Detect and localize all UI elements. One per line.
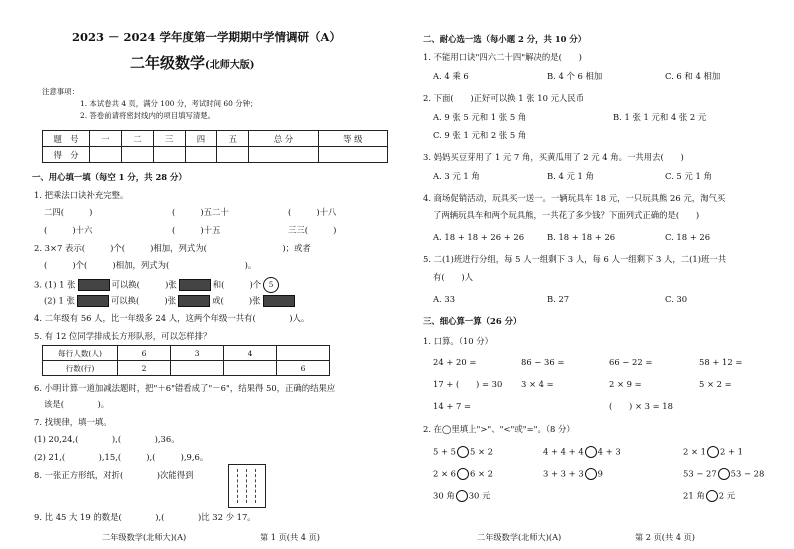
rect-cell[interactable] (277, 346, 330, 361)
q3-text: 3. (1) 1 张 (34, 279, 76, 290)
oral-calc-item[interactable]: 14 + 7 = (433, 401, 472, 411)
footer-page: 第 1 页(共 4 页) (260, 532, 320, 542)
oral-calc-item[interactable]: 86 − 36 = (521, 357, 565, 367)
compare-item (543, 468, 603, 480)
mc2-option-b[interactable]: B. 1 张 1 元和 4 张 2 元 (613, 112, 707, 122)
score-header-cell: 题 号 (43, 131, 90, 147)
rect-cell[interactable] (224, 361, 277, 376)
compare-left: 3 + 3 + 3 (543, 468, 584, 479)
compare-item (433, 468, 493, 480)
compare-right: 2 元 (718, 490, 736, 501)
question-9[interactable]: 9. 比 45 大 19 的数是( ),( )比 32 少 17。 (34, 512, 256, 522)
oral-calc-item[interactable]: 2 × 9 = (609, 379, 642, 389)
fold-line (255, 469, 256, 503)
compare-left: 53 − 27 (683, 468, 717, 479)
score-row-label: 得 分 (43, 147, 90, 163)
compare-left: 2 × 1 (683, 446, 706, 457)
mc-question-5: 5. 二(1)班进行分组，每 5 人一组剩下 3 人，每 6 人一组剩下 3 人，二(1)班一共 (423, 254, 727, 264)
compare-circle[interactable] (457, 446, 469, 458)
score-table-header (43, 131, 388, 147)
compare-item (683, 446, 743, 458)
compare-right: 30 元 (468, 490, 491, 501)
oral-calc-item[interactable]: 58 + 12 = (699, 357, 743, 367)
footer-title: 二年级数学(北师大)(A) (102, 532, 187, 542)
compare-heading: 2. 在◯里填上">"、"<"或"="。（8 分） (423, 424, 575, 434)
mc5-option-c[interactable]: C. 30 (665, 294, 688, 304)
rect-cell: 6 (277, 361, 330, 376)
question-2-cont[interactable]: ( )个( )相加，列式为( )。 (44, 260, 257, 270)
oral-calc-item[interactable]: 24 + 20 = (433, 357, 477, 367)
mc5-option-b[interactable]: B. 27 (547, 294, 570, 304)
mc3-option-b[interactable]: B. 4 元 1 角 (547, 171, 594, 181)
banknote-icon (77, 295, 109, 307)
banknote-icon (263, 295, 295, 307)
banknote-icon (78, 279, 110, 291)
oral-calc-item[interactable]: 3 × 4 = (521, 379, 554, 389)
question-3-1 (34, 277, 281, 293)
compare-circle[interactable] (585, 468, 597, 480)
fold-line (246, 469, 247, 503)
score-cell[interactable] (153, 147, 185, 163)
mc-question-2[interactable]: 2. 下面( )正好可以换 1 张 10 元人民币 (423, 93, 585, 103)
question-6-cont[interactable]: 该是( )。 (44, 399, 110, 409)
mc4-option-a[interactable]: A. 18 + 18 + 26 + 26 (433, 232, 525, 242)
oral-calc-item[interactable]: 17 + ( ) = 30 (433, 379, 503, 389)
compare-right: 2 + 1 (720, 446, 743, 457)
score-header-cell: 一 (90, 131, 122, 147)
question-8[interactable]: 8. 一张正方形纸，对折( )次能得到 (34, 470, 194, 480)
q3-text[interactable]: 和( )个 (212, 279, 262, 290)
banknote-icon (179, 279, 211, 291)
question-6: 6. 小明计算一道加减法题时，把"＋6"错看成了"－6"，结果得 50，正确的结果应 (34, 383, 336, 393)
compare-circle[interactable] (585, 446, 597, 458)
q1-cell[interactable]: 二四( ) (44, 207, 93, 217)
mc4-option-b[interactable]: B. 18 + 18 + 26 (547, 232, 616, 242)
rect-row-label: 每行人数(人) (43, 346, 118, 361)
edition-label: (北师大版) (205, 60, 255, 71)
rect-cell: 6 (118, 346, 171, 361)
rect-cell: 4 (224, 346, 277, 361)
score-cell[interactable] (318, 147, 387, 163)
rect-row (43, 361, 330, 376)
compare-right: 4 + 3 (597, 446, 621, 457)
score-cell[interactable] (185, 147, 217, 163)
score-header-cell: 总 分 (249, 131, 318, 147)
section-2-heading: 二、耐心选一选（每小题 2 分，共 10 分） (423, 34, 587, 44)
compare-right: 5 × 2 (470, 446, 493, 457)
fold-line (237, 469, 238, 503)
rect-cell: 3 (171, 346, 224, 361)
compare-left: 30 角 (433, 490, 455, 501)
oral-calc-item[interactable]: ( ) × 3 = 18 (609, 401, 673, 411)
rect-cell[interactable] (171, 361, 224, 376)
q3-text: (2) 1 张 (44, 295, 75, 306)
rect-row (43, 346, 330, 361)
exam-title: 2023 － 2024 学年度第一学期期中学情调研（A） (72, 30, 341, 44)
compare-circle[interactable] (456, 490, 468, 502)
q3-text[interactable]: 可以换( )张 (111, 279, 177, 290)
compare-item (543, 446, 621, 458)
banknote-icon (178, 295, 210, 307)
score-header-cell: 二 (121, 131, 153, 147)
compare-item (683, 490, 735, 502)
rect-row-label: 行数(行) (43, 361, 118, 376)
score-cell[interactable] (249, 147, 318, 163)
note-item: 2. 答卷前请将密封线内的项目填写清楚。 (80, 111, 216, 120)
q1-cell[interactable]: ( )十五 (172, 225, 221, 235)
notes-label: 注意事项： (42, 87, 79, 96)
q1-cell[interactable]: ( )五二十 (172, 207, 229, 217)
mc1-option-a[interactable]: A. 4 乘 6 (433, 71, 469, 81)
folded-paper-figure (228, 464, 266, 508)
mc-question-5-cont[interactable]: 有( )人 (433, 272, 474, 282)
note-item: 1. 本试卷共 4 页，满分 100 分，考试时间 60 分钟； (80, 99, 258, 108)
mc-question-4: 4. 商场促销活动，玩具买一送一。一辆玩具车 18 元，一只玩具熊 26 元，淘气买 (423, 193, 726, 203)
q1-cell[interactable]: 三三( ) (288, 225, 337, 235)
score-cell[interactable] (90, 147, 122, 163)
compare-circle[interactable] (706, 490, 718, 502)
question-7-1[interactable]: (1) 20,24,( ),( ),36。 (34, 434, 180, 444)
footer-page: 第 2 页(共 4 页) (635, 532, 695, 542)
score-table-row (43, 147, 388, 163)
compare-left: 2 × 6 (433, 468, 456, 479)
compare-right: 9 (597, 468, 604, 479)
compare-circle[interactable] (457, 468, 469, 480)
footer-title: 二年级数学(北师大)(A) (477, 532, 562, 542)
score-cell[interactable] (121, 147, 153, 163)
mc3-option-a[interactable]: A. 3 元 1 角 (433, 171, 480, 181)
compare-left: 4 + 4 + 4 (543, 446, 584, 457)
rectangle-table (42, 345, 330, 376)
score-header-cell: 四 (185, 131, 217, 147)
compare-item (433, 490, 490, 502)
compare-circle[interactable] (707, 446, 719, 458)
mc2-option-c[interactable]: C. 9 张 1 元和 2 张 5 角 (433, 130, 527, 140)
question-2[interactable]: 2. 3×7 表示( )个( )相加，列式为( )；或者 (34, 243, 311, 253)
question-3-2 (44, 295, 297, 307)
page-2 (397, 0, 794, 549)
mc1-option-b[interactable]: B. 4 个 6 相加 (547, 71, 603, 81)
mc-question-4-cont[interactable]: 了两辆玩具车和两个玩具熊，一共花了多少钱？下面列式正确的是( ) (433, 210, 700, 220)
score-header-cell: 等 级 (318, 131, 387, 147)
q1-cell[interactable]: ( )十六 (44, 225, 93, 235)
compare-item (683, 468, 764, 480)
exam-subtitle (130, 54, 255, 72)
mc-question-3[interactable]: 3. 妈妈买豆芽用了 1 元 7 角，买黄瓜用了 2 元 4 角。一共用去( ) (423, 152, 684, 162)
question-4[interactable]: 4. 二年级有 56 人，比一年级多 24 人，这两个年级一共有( )人。 (34, 313, 310, 323)
mc5-option-a[interactable]: A. 33 (433, 294, 456, 304)
rect-cell: 2 (118, 361, 171, 376)
score-table (42, 130, 388, 163)
question-7: 7. 找规律，填一填。 (34, 417, 112, 427)
oral-calc-heading: 1. 口算。（10 分） (423, 336, 494, 346)
score-cell[interactable] (217, 147, 249, 163)
section-1-heading: 一、用心填一填（每空 1 分，共 28 分） (32, 172, 187, 182)
compare-circle[interactable] (718, 468, 730, 480)
score-header-cell: 五 (217, 131, 249, 147)
compare-left: 21 角 (683, 490, 705, 501)
oral-calc-item[interactable]: 66 − 22 = (609, 357, 653, 367)
score-header-cell: 三 (153, 131, 185, 147)
q1-cell[interactable]: ( )十八 (288, 207, 337, 217)
section-3-heading: 三、细心算一算（26 分） (423, 316, 522, 326)
q3-text[interactable]: 可以换( )张 (110, 295, 177, 306)
question-1: 1. 把乘法口诀补充完整。 (34, 190, 129, 200)
mc4-option-c[interactable]: C. 18 + 26 (665, 232, 711, 242)
compare-left: 5 + 5 (433, 446, 456, 457)
q3-text[interactable]: 或( )张 (212, 295, 261, 306)
compare-item (433, 446, 493, 458)
question-5: 5. 有 12 位同学排成长方形队形，可以怎样排？ (34, 331, 212, 341)
question-7-2[interactable]: (2) 21,( ),15,( ),( ),9,6。 (34, 452, 209, 462)
subject-title: 二年级数学 (130, 54, 206, 72)
mc3-option-c[interactable]: C. 5 元 1 角 (665, 171, 712, 181)
mc-question-1[interactable]: 1. 不能用口诀"四六二十四"解决的是( ) (423, 52, 582, 62)
coin-icon: 5 (263, 277, 279, 293)
mc1-option-c[interactable]: C. 6 和 4 相加 (665, 71, 721, 81)
compare-right: 53 − 28 (730, 468, 765, 479)
compare-right: 6 × 2 (470, 468, 493, 479)
oral-calc-item[interactable]: 5 × 2 = (699, 379, 732, 389)
mc2-option-a[interactable]: A. 9 张 5 元和 1 张 5 角 (433, 112, 527, 122)
